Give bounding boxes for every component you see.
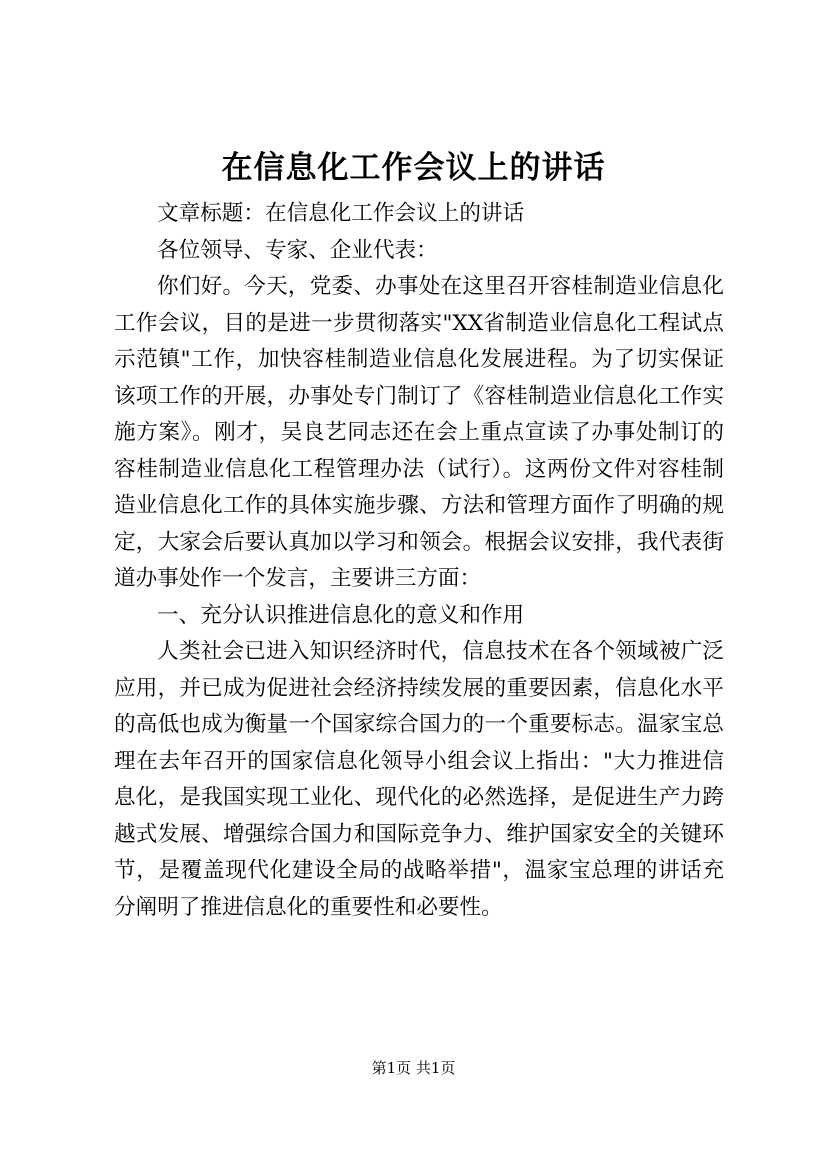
opening-paragraph: 你们好。今天，党委、办事处在这里召开容桂制造业信息化工作会议，目的是进一步贯彻落实"XX省制造业信息化工程试点示范镇"工作，加快容桂制造业信息化发展进程。为了切实保证该项工作的开展，办事处专门制订了《容桂制造业信息化工作实施方案》。刚才，吴良艺同志还在会上重点宣读了办事处制订的容桂制造业信息化工程管理办法（试行）。这两份文件对容桂制造业信息化工作的具体实施步骤、方法和管理方面作了明确的规定，大家会后要认真加以学习和领会。根据会议安排，我代表街道办事处作一个发言，主要讲三方面： (114, 274, 724, 591)
article-title-line: 文章标题：在信息化工作会议上的讲话 (157, 201, 525, 226)
document-title: 在信息化工作会议上的讲话 (221, 150, 606, 186)
section-1-paragraph: 人类社会已进入知识经济时代，信息技术在各个领域被广泛应用，并已成为促进社会经济持续发展的重要因素，信息化水平的高低也成为衡量一个国家综合国力的一个重要标志。温家宝总理在去年召开的国家信息化领导小组会议上指出："大力推进信息化，是我国实现工业化、现代化的必然选择，是促进生产力跨越式发展、增强综合国力和国际竞争力、维护国家安全的关键环节，是覆盖现代化建设全局的战略举措"，温家宝总理的讲话充分阐明了推进信息化的重要性和必要性。 (114, 639, 724, 920)
page-number-footer: 第1页 共1页 (371, 1059, 456, 1077)
salutation: 各位领导、专家、企业代表： (157, 237, 438, 263)
section-heading-1: 一、充分认识推进信息化的意义和作用 (157, 602, 525, 628)
document-body (114, 196, 724, 926)
